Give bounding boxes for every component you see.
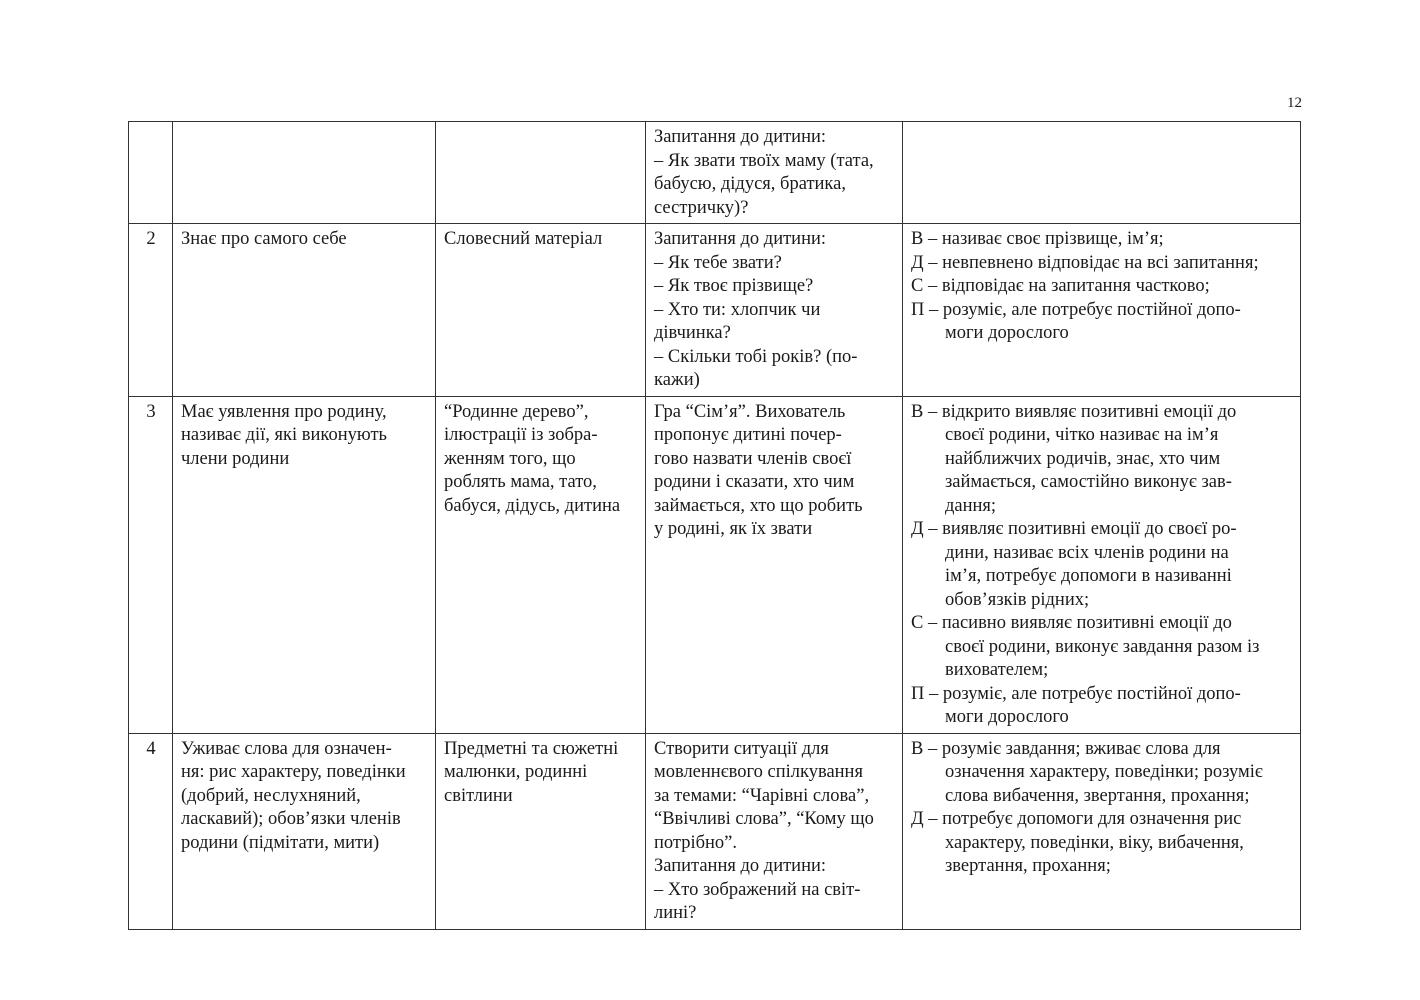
assessment-table: [128, 121, 1301, 930]
criterion-continuation: своєї родини, виконує завдання разом із: [945, 636, 1260, 657]
criterion-continuation: звертання, прохання;: [945, 856, 1111, 876]
skill-cell-line: Має уявлення про родину,: [181, 401, 387, 422]
criterion-item: [911, 518, 1293, 612]
criterion-first-line: В – розуміє завдання; вживає слова для: [911, 738, 1221, 759]
criterion-continuation: найближчих родичів, знає, хто чим: [945, 448, 1221, 469]
criterion-continuation: характеру, поведінки, віку, вибачення,: [945, 832, 1244, 853]
criterion-item: [911, 252, 1293, 276]
method-cell-line: – Як твоє прізвище?: [654, 276, 814, 296]
criterion-continuation: ім’я, потребує допомоги в називанні: [945, 566, 1232, 586]
material-cell-line: Словесний матеріал: [444, 229, 603, 249]
method-cell-line: у родині, як їх звати: [654, 519, 813, 539]
criterion-continuation: моги дорослого: [945, 323, 1069, 343]
criterion-continuation: дання;: [945, 495, 997, 516]
method-cell-line: потрібно”.: [654, 832, 738, 853]
criterion-first-line: Д – потребує допомоги для означення рис: [911, 809, 1242, 829]
method-cell-line: – Хто ти: хлопчик чи: [654, 299, 821, 320]
row-number: [129, 122, 173, 224]
method-cell-line: мовленнєвого спілкування: [654, 762, 863, 782]
method-cell-line: “Ввічливі слова”, “Кому що: [654, 809, 874, 829]
criterion-item: [911, 612, 1293, 683]
criterion-item: [911, 683, 1293, 730]
skill-cell: [173, 733, 436, 929]
material-cell: [436, 224, 646, 397]
table-row: [129, 733, 1301, 929]
method-cell-line: Створити ситуації для: [654, 738, 829, 759]
row-number: 2: [129, 224, 173, 397]
material-cell-line: світлини: [444, 785, 513, 806]
method-cell-line: сестричку)?: [654, 197, 749, 218]
criterion-continuation: слова вибачення, звертання, прохання;: [945, 785, 1250, 806]
criterion-first-line: П – розуміє, але потребує постійної допо-: [911, 299, 1241, 320]
method-cell-line: – Як тебе звати?: [654, 252, 782, 273]
table-row: [129, 224, 1301, 397]
material-cell-line: женням того, що: [444, 448, 576, 469]
row-number: 4: [129, 733, 173, 929]
skill-cell-line: називає дії, які виконують: [181, 425, 387, 445]
method-cell-line: пропонує дитині почер-: [654, 425, 842, 445]
table-row: [129, 396, 1301, 733]
method-cell-line: – Хто зображений на світ-: [654, 879, 861, 900]
criterion-item: [911, 738, 1293, 809]
method-cell-line: займається, хто що робить: [654, 495, 863, 516]
method-cell-line: бабусю, дідуся, братика,: [654, 174, 846, 194]
method-cell-line: лині?: [654, 903, 697, 923]
method-cell-line: Гра “Сім’я”. Вихователь: [654, 401, 846, 422]
method-cell-line: гово назвати членів своєї: [654, 448, 852, 469]
skill-cell-line: родини (підмітати, мити): [181, 832, 380, 853]
material-cell-line: ілюстрації із зобра-: [444, 425, 598, 445]
criterion-continuation: займається, самостійно виконує зав-: [945, 472, 1232, 492]
criteria-cell: [903, 122, 1301, 224]
method-cell: [646, 396, 903, 733]
criterion-item: [911, 401, 1293, 519]
method-cell: [646, 733, 903, 929]
method-cell-line: – Як звати твоїх маму (тата,: [654, 150, 874, 171]
criterion-first-line: Д – виявляє позитивні емоції до своєї ро-: [911, 519, 1237, 539]
skill-cell-line: (добрий, неслухняний,: [181, 785, 361, 806]
skill-cell-line: члени родини: [181, 448, 290, 469]
method-cell-line: Запитання до дитини:: [654, 229, 827, 249]
skill-cell: [173, 122, 436, 224]
material-cell: [436, 122, 646, 224]
skill-cell: [173, 396, 436, 733]
criterion-item: [911, 228, 1293, 252]
material-cell: [436, 396, 646, 733]
criterion-continuation: своєї родини, чітко називає на ім’я: [945, 425, 1219, 445]
skill-cell: [173, 224, 436, 397]
method-cell: [646, 224, 903, 397]
method-cell-line: Запитання до дитини:: [654, 856, 827, 876]
page-number: 12: [1287, 95, 1302, 111]
method-cell-line: дівчинка?: [654, 323, 731, 343]
criterion-continuation: обов’язків рідних;: [945, 589, 1090, 610]
method-cell: [646, 122, 903, 224]
criteria-cell: [903, 733, 1301, 929]
criterion-continuation: дини, називає всіх членів родини на: [945, 542, 1229, 563]
method-cell-line: за темами: “Чарівні слова”,: [654, 785, 870, 806]
skill-cell-line: ня: рис характеру, поведінки: [181, 762, 406, 782]
table-row: [129, 122, 1301, 224]
criterion-first-line: П – розуміє, але потребує постійної допо-: [911, 683, 1241, 704]
skill-cell-line: Уживає слова для означен-: [181, 738, 392, 759]
method-cell-line: – Скільки тобі років? (по-: [654, 346, 858, 367]
criterion-item: [911, 808, 1293, 879]
criteria-cell: [903, 224, 1301, 397]
method-cell-line: родини і сказати, хто чим: [654, 472, 855, 492]
criterion-first-line: Д – невпевнено відповідає на всі запитання;: [911, 252, 1259, 273]
criterion-continuation: вихователем;: [945, 660, 1049, 680]
material-cell-line: роблять мама, тато,: [444, 472, 597, 492]
criteria-cell: [903, 396, 1301, 733]
criterion-item: [911, 275, 1293, 299]
material-cell-line: “Родинне дерево”,: [444, 401, 589, 422]
criterion-continuation: моги дорослого: [945, 707, 1069, 727]
material-cell-line: бабуся, дідусь, дитина: [444, 495, 621, 516]
skill-cell-line: Знає про самого себе: [181, 229, 347, 249]
material-cell-line: Предметні та сюжетні: [444, 738, 619, 759]
skill-cell-line: ласкавий); обов’язки членів: [181, 809, 401, 829]
material-cell-line: малюнки, родинні: [444, 762, 588, 782]
row-number: 3: [129, 396, 173, 733]
criterion-first-line: В – називає своє прізвище, ім’я;: [911, 229, 1164, 249]
criterion-first-line: В – відкрито виявляє позитивні емоції до: [911, 401, 1237, 422]
method-cell-line: кажи): [654, 370, 700, 390]
method-cell-line: Запитання до дитини:: [654, 127, 827, 147]
criterion-item: [911, 299, 1293, 346]
material-cell: [436, 733, 646, 929]
criterion-first-line: С – пасивно виявляє позитивні емоції до: [911, 613, 1232, 633]
criterion-continuation: означення характеру, поведінки; розуміє: [945, 762, 1263, 782]
criterion-first-line: С – відповідає на запитання частково;: [911, 276, 1210, 296]
